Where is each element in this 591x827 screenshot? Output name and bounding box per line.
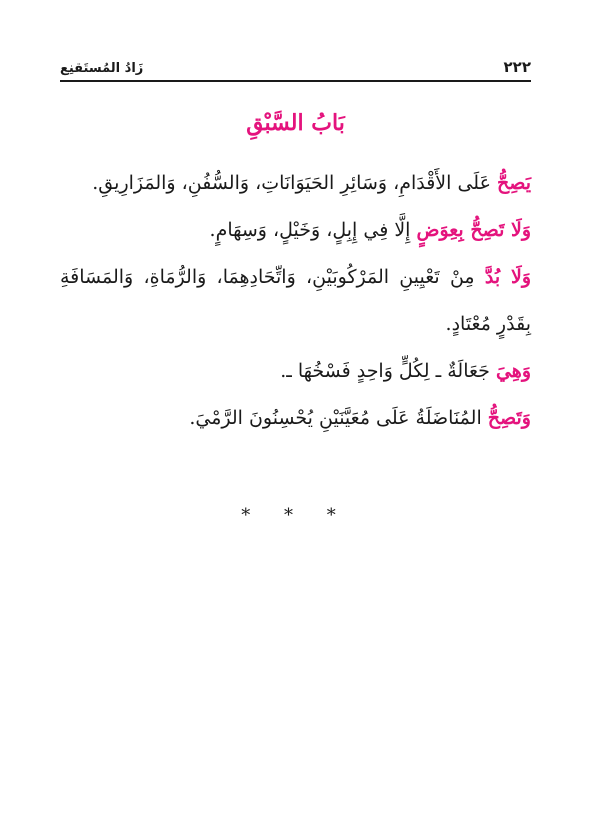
section-separator: * * * <box>241 505 350 526</box>
paragraph-text: عَلَى الأَقْدَامِ، وَسَائِرِ الحَيَوَانَاتِ، وَالسُّفُنِ، وَالمَزَارِيقِ. <box>92 172 497 194</box>
paragraph-keyword: وَلَا بُدَّ <box>484 266 531 288</box>
body-text <box>60 160 531 442</box>
book-title: زَادُ المُستَقنِع <box>60 61 144 76</box>
chapter-title: بَابُ السَّبْقِ <box>246 110 345 136</box>
header-divider <box>60 80 531 82</box>
page-number: ٢٢٢ <box>503 58 531 76</box>
paragraph-text: المُنَاضَلَةُ عَلَى مُعَيَّنَيْنِ يُحْسِنُونَ الرَّمْيَ. <box>189 407 488 429</box>
paragraph-keyword: وَتَصِحُّ <box>487 407 531 429</box>
paragraph-text: إِلَّا فِي إِبِلٍ، وَخَيْلٍ، وَسِهَامٍ. <box>209 219 417 241</box>
page-header <box>60 50 531 76</box>
paragraph-1 <box>60 160 531 207</box>
paragraph-4 <box>60 348 531 395</box>
paragraph-3 <box>60 254 531 348</box>
paragraph-keyword: يَصِحُّ <box>496 172 531 194</box>
paragraph-2 <box>60 207 531 254</box>
paragraph-text: مِنْ تَعْيِينِ المَرْكُوبَيْنِ، وَاتِّحَادِهِمَا، وَالرُّمَاةِ، وَالمَسَافَةِ بِقَدْرٍ مُعْتَادٍ. <box>60 266 531 335</box>
paragraph-keyword: وَهِيَ <box>495 360 531 382</box>
paragraph-text: جَعَالَةٌ ـ لِكُلٍّ وَاحِدٍ فَسْخُهَا ـ. <box>280 360 496 382</box>
paragraph-keyword: وَلَا تَصِحُّ بِعِوَضٍ <box>416 219 531 241</box>
paragraph-5 <box>60 395 531 442</box>
